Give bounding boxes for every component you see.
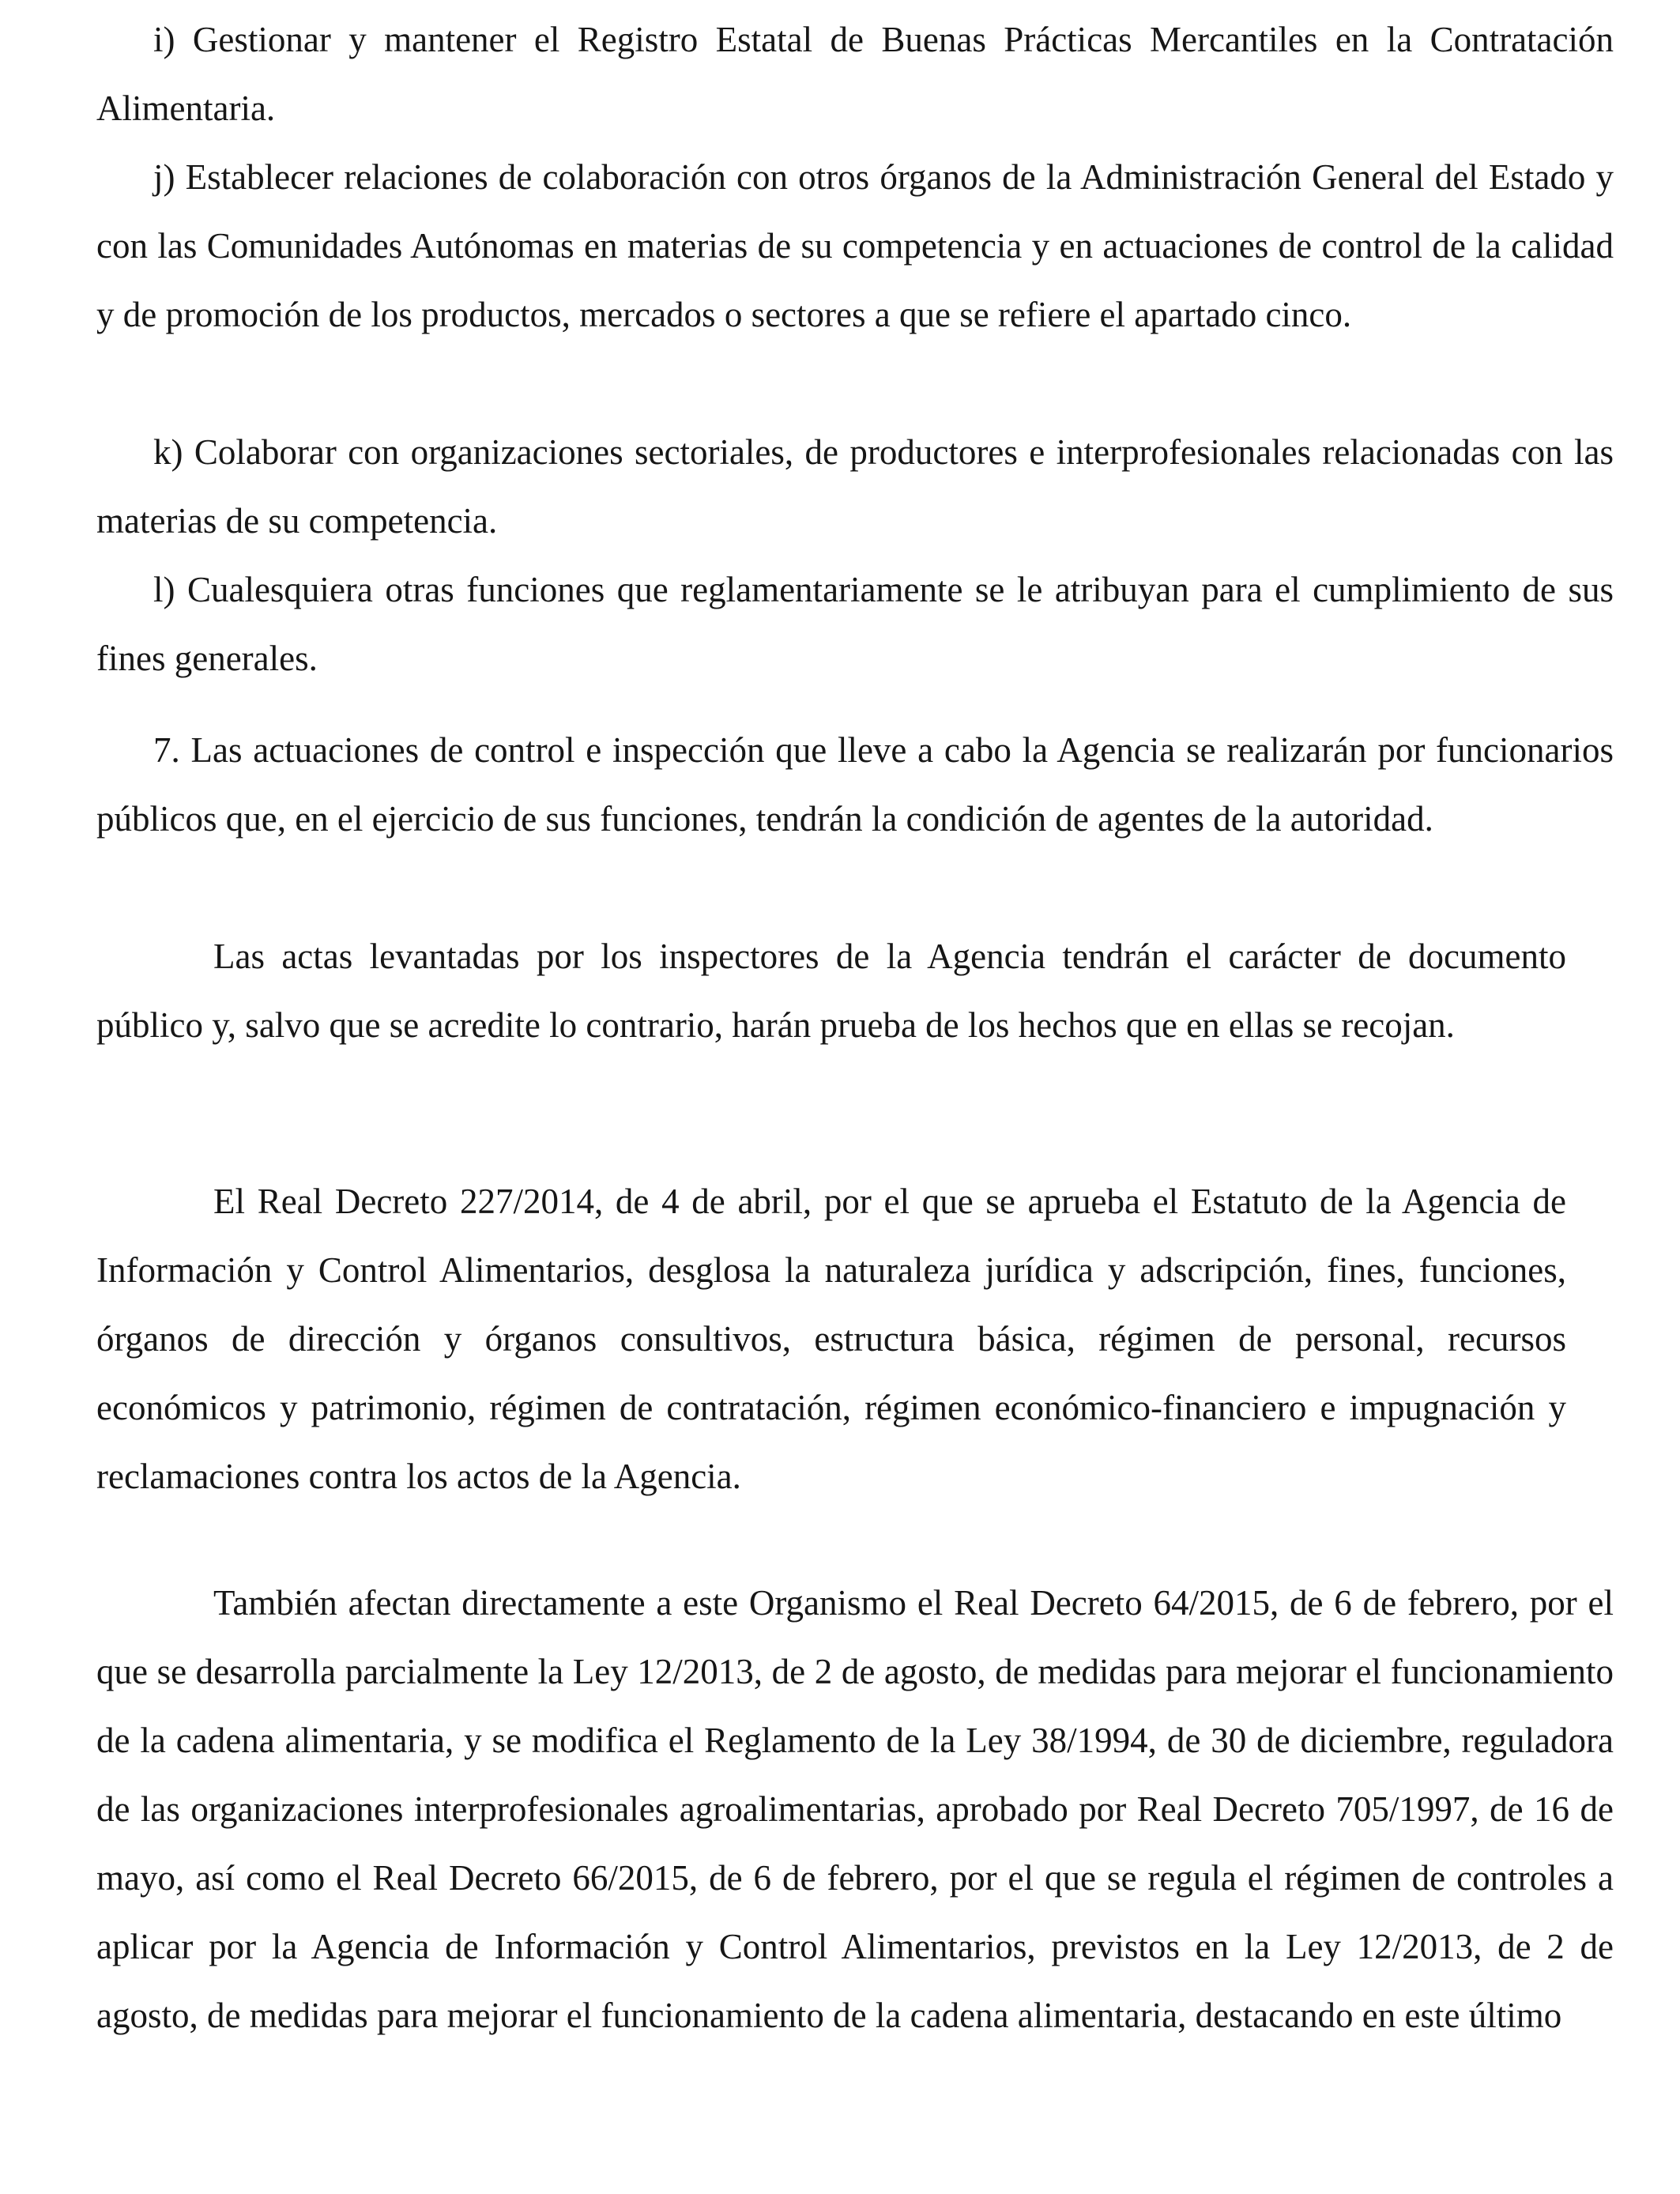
paragraph-actas: Las actas levantadas por los inspectores de la Agencia tendrán el carácter de documento público y, salvo que se acredite lo contrario, harán prueba de los hechos que en ellas se recojan. xyxy=(96,937,1566,1045)
paragraph-item-j: j) Establecer relaciones de colaboración con otros órganos de la Administración General del Estado y con las Comunidades Autónomas en materias de su competencia y en actuaciones de control de la calidad y de promoción de los productos, mercados o sectores a que se refiere el apartado cinco. xyxy=(96,157,1614,334)
paragraph-item-i: i) Gestionar y mantener el Registro Estatal de Buenas Prácticas Mercantiles en la Contratación Alimentaria. xyxy=(96,20,1614,128)
paragraph-section-7: 7. Las actuaciones de control e inspección que lleve a cabo la Agencia se realizarán por funcionarios públicos que, en el ejercicio de sus funciones, tendrán la condición de agentes de la autoridad. xyxy=(96,730,1614,839)
paragraph-item-l: l) Cualesquiera otras funciones que reglamentariamente se le atribuyan para el cumplimiento de sus fines generales. xyxy=(96,570,1614,678)
paragraph-item-k: k) Colaborar con organizaciones sectoriales, de productores e interprofesionales relacionadas con las materias de su competencia. xyxy=(96,432,1614,541)
paragraph-real-decreto-227: El Real Decreto 227/2014, de 4 de abril, por el que se aprueba el Estatuto de la Agencia de Información y Control Alimentarios, desglosa la naturaleza jurídica y adscripción, fines, funciones, órganos de dirección y órganos consultivos, estructura básica, régimen de personal, recursos económicos y patrimonio, régimen de contratación, régimen económico-financiero e impugnación y reclamaciones contra los actos de la Agencia. xyxy=(96,1182,1566,1496)
paragraph-real-decreto-64: También afectan directamente a este Organismo el Real Decreto 64/2015, de 6 de febrero, por el que se desarrolla parcialmente la Ley 12/2013, de 2 de agosto, de medidas para mejorar el funcionamiento de la cadena alimentaria, y se modifica el Reglamento de la Ley 38/1994, de 30 de diciembre, reguladora de las organizaciones interprofesionales agroalimentarias, aprobado por Real Decreto 705/1997, de 16 de mayo, así como el Real Decreto 66/2015, de 6 de febrero, por el que se regula el régimen de controles a aplicar por la Agencia de Información y Control Alimentarios, previstos en la Ley 12/2013, de 2 de agosto, de medidas para mejorar el funcionamiento de la cadena alimentaria, destacando en este último xyxy=(96,1583,1614,2035)
